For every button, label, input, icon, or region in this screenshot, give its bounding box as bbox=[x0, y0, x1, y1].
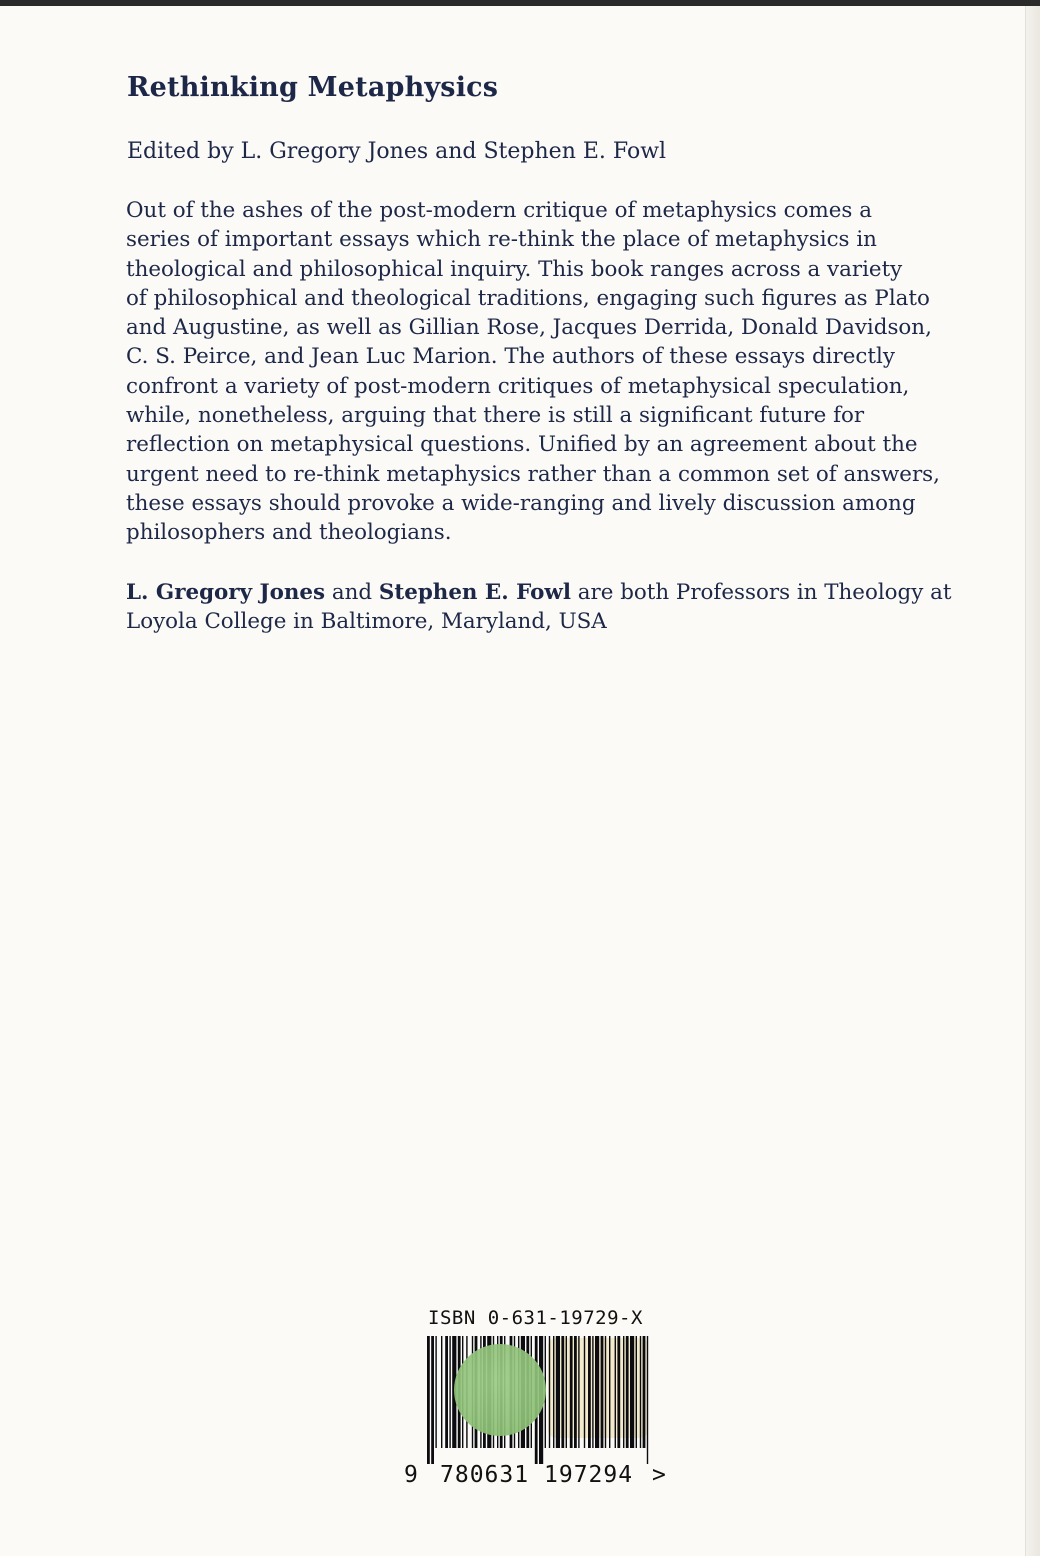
book-title: Rethinking Metaphysics bbox=[127, 72, 499, 103]
barcode-bar bbox=[592, 1336, 593, 1448]
blurb-line: philosophers and theologians. bbox=[126, 520, 452, 546]
barcode-bar bbox=[431, 1336, 434, 1464]
author-name-2: Stephen E. Fowl bbox=[378, 580, 571, 605]
barcode-bar bbox=[574, 1336, 577, 1448]
author-bio bbox=[126, 578, 956, 637]
bio-line: Loyola College in Baltimore, Maryland, USA bbox=[126, 609, 607, 635]
blurb-line: series of important essays which re-think the place of metaphysics in bbox=[126, 227, 877, 253]
barcode-bar bbox=[584, 1336, 585, 1448]
barcode-bar bbox=[561, 1336, 564, 1448]
blurb-line: theological and philosophical inquiry. This book ranges across a variety bbox=[126, 256, 903, 282]
barcode-bar bbox=[601, 1336, 604, 1448]
barcode-bar bbox=[553, 1336, 554, 1448]
barcode-bar bbox=[605, 1336, 606, 1448]
editors-line: Edited by L. Gregory Jones and Stephen E. Fowl bbox=[127, 139, 667, 164]
barcode-bar bbox=[427, 1336, 430, 1464]
green-sticker bbox=[454, 1344, 546, 1436]
barcode-bar bbox=[570, 1336, 573, 1448]
isbn-label: ISBN 0-631-19729-X bbox=[428, 1307, 643, 1329]
barcode-group-1: 780631 bbox=[440, 1462, 530, 1488]
barcode-bar bbox=[588, 1336, 591, 1448]
barcode-bar bbox=[647, 1336, 648, 1464]
cover-edge bbox=[1025, 6, 1040, 1556]
barcode-digit-first: 9 bbox=[404, 1462, 418, 1488]
bio-line bbox=[126, 578, 956, 607]
barcode-bar bbox=[609, 1336, 610, 1448]
barcode-bar bbox=[549, 1336, 550, 1448]
blurb-line: while, nonetheless, arguing that there is still a significant future for bbox=[126, 403, 865, 429]
barcode-bar bbox=[626, 1336, 629, 1448]
barcode-bar bbox=[617, 1336, 620, 1448]
barcode-end-mark: > bbox=[652, 1462, 666, 1488]
barcode-bar bbox=[566, 1336, 567, 1448]
blurb-line: of philosophical and theological traditions, engaging such figures as Plato bbox=[126, 285, 930, 311]
barcode-bar bbox=[556, 1336, 560, 1448]
barcode-bar bbox=[578, 1336, 579, 1448]
barcode-bar bbox=[623, 1336, 624, 1448]
barcode-bar bbox=[630, 1336, 634, 1448]
blurb-line: reflection on metaphysical questions. Unified by an agreement about the bbox=[126, 432, 918, 458]
author-name-1: L. Gregory Jones bbox=[126, 580, 326, 605]
blurb-line: confront a variety of post-modern critiques of metaphysical speculation, bbox=[126, 373, 910, 399]
blurb-line: Out of the ashes of the post-modern critique of metaphysics comes a bbox=[126, 198, 872, 223]
barcode-bar bbox=[643, 1336, 646, 1448]
barcode-bar bbox=[435, 1336, 436, 1448]
barcode-bar bbox=[449, 1336, 450, 1448]
blurb-line: C. S. Peirce, and Jean Luc Marion. The authors of these essays directly bbox=[126, 344, 895, 370]
blurb-paragraph bbox=[126, 196, 956, 548]
barcode-bar bbox=[640, 1336, 641, 1448]
blurb-line: urgent need to re-think metaphysics rather than a common set of answers, bbox=[126, 461, 940, 487]
barcode-bar bbox=[615, 1336, 616, 1448]
barcode-bar bbox=[636, 1336, 637, 1448]
barcode-bar bbox=[441, 1336, 442, 1448]
bio-conjunction: and bbox=[325, 580, 379, 605]
barcode-bar bbox=[445, 1336, 448, 1448]
barcode-group-2: 197294 bbox=[544, 1462, 634, 1488]
bio-text: are both Professors in Theology at bbox=[570, 580, 952, 605]
blurb-line: and Augustine, as well as Gillian Rose, Jacques Derrida, Donald Davidson, bbox=[126, 315, 932, 341]
barcode-bar bbox=[595, 1336, 599, 1448]
blurb-line: these essays should provoke a wide-ranging and lively discussion among bbox=[126, 490, 916, 516]
